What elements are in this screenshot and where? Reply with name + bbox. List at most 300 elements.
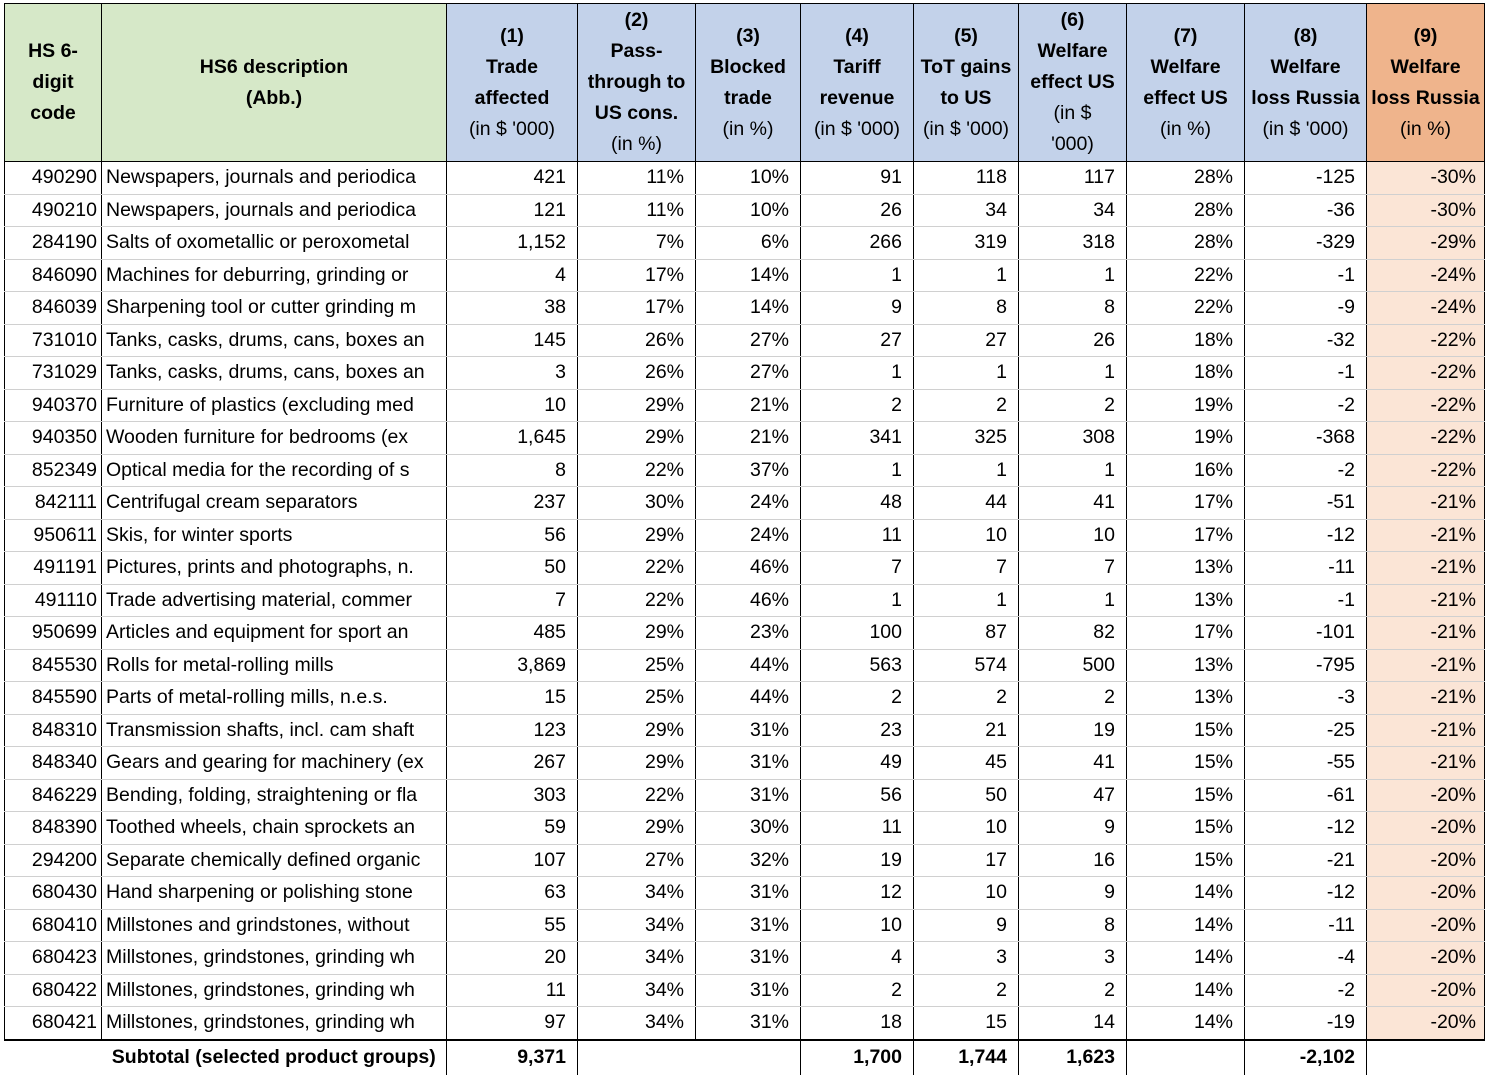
table-row [5,194,1485,227]
blocked-trade-cell: 31% [696,942,801,975]
header-column-number: (1) [500,24,524,47]
welfare-loss-russia-usd-cell: -125 [1245,162,1367,195]
blocked-trade-cell: 14% [696,292,801,325]
hs-code-cell: 680422 [5,974,102,1007]
welfare-us-usd-cell: 9 [1019,877,1127,910]
hs-code-cell: 842111 [5,487,102,520]
hs-code-cell: 845590 [5,682,102,715]
trade-affected-cell: 421 [447,162,578,195]
welfare-us-pct-cell: 16% [1127,454,1245,487]
description-cell: Gears and gearing for machinery (ex [102,747,447,780]
tariff-revenue-cell: 2 [801,389,914,422]
welfare-loss-russia-pct-cell: -20% [1367,1007,1485,1040]
welfare-us-pct-cell: 14% [1127,1007,1245,1040]
header-title-line: Welfare [1390,55,1461,78]
tariff-revenue-cell: 19 [801,844,914,877]
pass-through-cell: 29% [578,519,696,552]
table-row [5,974,1485,1007]
pass-through-cell: 29% [578,812,696,845]
header-unit-line: (in $ '000) [1262,117,1349,140]
hs-code-cell: 848310 [5,714,102,747]
welfare-table [4,3,1485,1075]
description-cell: Furniture of plastics (excluding med [102,389,447,422]
welfare-loss-russia-usd-cell: -1 [1245,357,1367,390]
welfare-loss-russia-usd-cell: -55 [1245,747,1367,780]
header-welfare-loss-russia-usd [1245,4,1367,162]
welfare-us-pct-cell: 28% [1127,162,1245,195]
welfare-loss-russia-usd-cell: -12 [1245,877,1367,910]
table-row [5,747,1485,780]
welfare-us-pct-cell: 28% [1127,194,1245,227]
tot-gains-cell: 34 [914,194,1019,227]
trade-affected-cell: 15 [447,682,578,715]
pass-through-cell: 29% [578,389,696,422]
table-row [5,1007,1485,1040]
blocked-trade-cell: 21% [696,422,801,455]
welfare-us-pct-cell: 14% [1127,974,1245,1007]
pass-through-cell: 29% [578,422,696,455]
tariff-revenue-cell: 12 [801,877,914,910]
description-cell: Millstones, grindstones, grinding wh [102,974,447,1007]
welfare-us-usd-cell: 318 [1019,227,1127,260]
blocked-trade-cell: 44% [696,649,801,682]
trade-affected-cell: 123 [447,714,578,747]
tariff-revenue-cell: 266 [801,227,914,260]
welfare-loss-russia-pct-cell: -20% [1367,877,1485,910]
blocked-trade-cell: 46% [696,552,801,585]
hs-code-cell: 680421 [5,1007,102,1040]
welfare-us-pct-cell: 15% [1127,714,1245,747]
welfare-loss-russia-usd-cell: -3 [1245,682,1367,715]
trade-affected-cell: 56 [447,519,578,552]
welfare-loss-russia-usd-cell: -25 [1245,714,1367,747]
pass-through-cell: 11% [578,162,696,195]
pass-through-cell: 30% [578,487,696,520]
welfare-loss-russia-usd-cell: -4 [1245,942,1367,975]
welfare-loss-russia-pct-cell: -21% [1367,682,1485,715]
header-title-line: effect US [1143,86,1228,109]
description-cell: Sharpening tool or cutter grinding m [102,292,447,325]
tariff-revenue-cell: 10 [801,909,914,942]
description-cell: Tanks, casks, drums, cans, boxes an [102,357,447,390]
table-row [5,454,1485,487]
blocked-trade-cell: 31% [696,909,801,942]
description-cell: Parts of metal-rolling mills, n.e.s. [102,682,447,715]
description-cell: Machines for deburring, grinding or [102,259,447,292]
header-unit-line: (in $ '000) [813,117,901,140]
welfare-us-usd-cell: 2 [1019,389,1127,422]
welfare-loss-russia-usd-cell: -2 [1245,974,1367,1007]
welfare-us-pct-cell: 14% [1127,877,1245,910]
header-title-line: to US [940,86,992,109]
welfare-us-usd-cell: 41 [1019,487,1127,520]
tot-gains-cell: 7 [914,552,1019,585]
hs-code-cell: 680423 [5,942,102,975]
header-unit-line: (in %) [611,133,662,155]
tot-gains-cell: 10 [914,519,1019,552]
table-row [5,227,1485,260]
welfare-us-usd-cell: 7 [1019,552,1127,585]
header-title-line: Blocked [710,55,786,78]
pass-through-cell: 22% [578,552,696,585]
welfare-loss-russia-usd-cell: -36 [1245,194,1367,227]
welfare-loss-russia-usd-cell: -2 [1245,454,1367,487]
tot-gains-cell: 9 [914,909,1019,942]
welfare-loss-russia-pct-cell: -20% [1367,974,1485,1007]
blocked-trade-cell: 14% [696,259,801,292]
tariff-revenue-cell: 11 [801,812,914,845]
tot-gains-cell: 2 [914,682,1019,715]
tot-gains-cell: 1 [914,357,1019,390]
header-title-line: loss Russia [1251,86,1360,109]
tot-gains-cell: 50 [914,779,1019,812]
header-title-line: affected [474,86,550,109]
description-cell: Transmission shafts, incl. cam shaft [102,714,447,747]
description-cell: Hand sharpening or polishing stone [102,877,447,910]
welfare-loss-russia-usd-cell: -32 [1245,324,1367,357]
welfare-loss-russia-pct-cell: -30% [1367,194,1485,227]
header-column-number: (6) [1060,9,1085,31]
trade-affected-cell: 4 [447,259,578,292]
tot-gains-cell: 10 [914,812,1019,845]
blocked-trade-cell: 31% [696,714,801,747]
subtotal-empty-7 [1127,1040,1245,1075]
welfare-us-pct-cell: 22% [1127,292,1245,325]
hs-code-cell: 490210 [5,194,102,227]
welfare-loss-russia-usd-cell: -21 [1245,844,1367,877]
header-column-number: (2) [624,9,649,31]
welfare-loss-russia-pct-cell: -20% [1367,812,1485,845]
pass-through-cell: 29% [578,714,696,747]
header-blocked-trade [696,4,801,162]
blocked-trade-cell: 24% [696,519,801,552]
description-cell: Millstones, grindstones, grinding wh [102,1007,447,1040]
hs-code-cell: 731029 [5,357,102,390]
hs-code-cell: 846039 [5,292,102,325]
table-row [5,519,1485,552]
hs-code-cell: 852349 [5,454,102,487]
welfare-loss-russia-usd-cell: -329 [1245,227,1367,260]
description-cell: Optical media for the recording of s [102,454,447,487]
header-description [102,4,447,162]
pass-through-cell: 25% [578,649,696,682]
header-title-line: US cons. [594,102,679,124]
tariff-revenue-cell: 2 [801,682,914,715]
blocked-trade-cell: 31% [696,974,801,1007]
tot-gains-cell: 2 [914,389,1019,422]
pass-through-cell: 29% [578,747,696,780]
header-title-line: Welfare [1150,55,1221,78]
table-row [5,714,1485,747]
welfare-loss-russia-pct-cell: -29% [1367,227,1485,260]
welfare-us-usd-cell: 2 [1019,682,1127,715]
welfare-us-usd-cell: 10 [1019,519,1127,552]
tariff-revenue-cell: 1 [801,584,914,617]
tariff-revenue-cell: 11 [801,519,914,552]
header-line: code [30,102,76,124]
welfare-us-usd-cell: 500 [1019,649,1127,682]
hs-code-cell: 848340 [5,747,102,780]
welfare-us-pct-cell: 15% [1127,844,1245,877]
hs-code-cell: 731010 [5,324,102,357]
welfare-loss-russia-usd-cell: -368 [1245,422,1367,455]
subtotal-welfare-us: 1,623 [1019,1040,1127,1075]
pass-through-cell: 22% [578,779,696,812]
tot-gains-cell: 44 [914,487,1019,520]
tot-gains-cell: 17 [914,844,1019,877]
pass-through-cell: 26% [578,357,696,390]
description-cell: Toothed wheels, chain sprockets an [102,812,447,845]
tariff-revenue-cell: 48 [801,487,914,520]
welfare-loss-russia-pct-cell: -24% [1367,259,1485,292]
description-cell: Millstones, grindstones, grinding wh [102,942,447,975]
pass-through-cell: 34% [578,909,696,942]
welfare-us-pct-cell: 14% [1127,909,1245,942]
welfare-us-usd-cell: 9 [1019,812,1127,845]
welfare-loss-russia-pct-cell: -24% [1367,292,1485,325]
hs-code-cell: 284190 [5,227,102,260]
welfare-us-usd-cell: 8 [1019,909,1127,942]
subtotal-empty-3 [696,1040,801,1075]
subtotal-tot-gains: 1,744 [914,1040,1019,1075]
description-cell: Bending, folding, straightening or fla [102,779,447,812]
trade-affected-cell: 59 [447,812,578,845]
table-row [5,909,1485,942]
header-title-line: Welfare [1270,55,1341,78]
description-cell: Pictures, prints and photographs, n. [102,552,447,585]
welfare-loss-russia-pct-cell: -30% [1367,162,1485,195]
trade-affected-cell: 1,152 [447,227,578,260]
welfare-us-usd-cell: 2 [1019,974,1127,1007]
table-row [5,942,1485,975]
header-unit-line: (in $ '000) [468,117,556,140]
welfare-us-usd-cell: 308 [1019,422,1127,455]
table-row [5,422,1485,455]
header-tariff-revenue [801,4,914,162]
description-cell: Articles and equipment for sport an [102,617,447,650]
header-column-number: (8) [1293,24,1318,47]
welfare-loss-russia-pct-cell: -22% [1367,389,1485,422]
header-unit-line: (in %) [1160,117,1211,140]
welfare-loss-russia-pct-cell: -21% [1367,584,1485,617]
blocked-trade-cell: 21% [696,389,801,422]
pass-through-cell: 11% [578,194,696,227]
hs-code-cell: 294200 [5,844,102,877]
trade-affected-cell: 63 [447,877,578,910]
table-row [5,844,1485,877]
pass-through-cell: 25% [578,682,696,715]
header-welfare-loss-russia-pct [1367,4,1485,162]
tariff-revenue-cell: 49 [801,747,914,780]
welfare-loss-russia-pct-cell: -22% [1367,324,1485,357]
header-title-line: Welfare [1037,40,1108,62]
hs-code-cell: 846090 [5,259,102,292]
tot-gains-cell: 3 [914,942,1019,975]
welfare-loss-russia-usd-cell: -11 [1245,909,1367,942]
welfare-loss-russia-pct-cell: -22% [1367,357,1485,390]
hs-code-cell: 491191 [5,552,102,585]
pass-through-cell: 34% [578,877,696,910]
pass-through-cell: 34% [578,1007,696,1040]
header-welfare-effect-us-pct [1127,4,1245,162]
pass-through-cell: 34% [578,974,696,1007]
trade-affected-cell: 11 [447,974,578,1007]
header-tot-gains [914,4,1019,162]
table-row [5,259,1485,292]
header-column-number: (9) [1413,24,1438,47]
trade-affected-cell: 8 [447,454,578,487]
blocked-trade-cell: 23% [696,617,801,650]
description-cell: Millstones and grindstones, without [102,909,447,942]
welfare-us-pct-cell: 15% [1127,812,1245,845]
welfare-us-usd-cell: 1 [1019,584,1127,617]
tot-gains-cell: 45 [914,747,1019,780]
table-row [5,812,1485,845]
welfare-us-pct-cell: 13% [1127,552,1245,585]
tariff-revenue-cell: 563 [801,649,914,682]
welfare-us-pct-cell: 15% [1127,779,1245,812]
welfare-us-usd-cell: 1 [1019,357,1127,390]
tot-gains-cell: 21 [914,714,1019,747]
welfare-us-pct-cell: 14% [1127,942,1245,975]
pass-through-cell: 17% [578,292,696,325]
tariff-revenue-cell: 23 [801,714,914,747]
subtotal-welfare-loss-russia: -2,102 [1245,1040,1367,1075]
hs-code-cell: 680410 [5,909,102,942]
hs-code-cell: 491110 [5,584,102,617]
welfare-us-usd-cell: 1 [1019,259,1127,292]
welfare-us-usd-cell: 1 [1019,454,1127,487]
description-cell: Salts of oxometallic or peroxometal [102,227,447,260]
trade-affected-cell: 145 [447,324,578,357]
trade-affected-cell: 38 [447,292,578,325]
pass-through-cell: 17% [578,259,696,292]
header-column-number: (7) [1173,24,1198,47]
header-unit-line: (in %) [1400,117,1451,140]
tariff-revenue-cell: 4 [801,942,914,975]
header-line: digit [32,71,74,93]
tariff-revenue-cell: 2 [801,974,914,1007]
welfare-us-pct-cell: 17% [1127,617,1245,650]
trade-affected-cell: 267 [447,747,578,780]
welfare-loss-russia-pct-cell: -20% [1367,909,1485,942]
description-cell: Trade advertising material, commer [102,584,447,617]
hs-code-cell: 680430 [5,877,102,910]
welfare-loss-russia-pct-cell: -20% [1367,942,1485,975]
tot-gains-cell: 319 [914,227,1019,260]
description-cell: Newspapers, journals and periodica [102,194,447,227]
header-title-line: effect US [1030,71,1115,93]
tot-gains-cell: 27 [914,324,1019,357]
blocked-trade-cell: 6% [696,227,801,260]
subtotal-empty-2 [578,1040,696,1075]
trade-affected-cell: 50 [447,552,578,585]
trade-affected-cell: 107 [447,844,578,877]
subtotal-empty-9 [1367,1040,1485,1075]
welfare-us-pct-cell: 17% [1127,519,1245,552]
header-title-line: through to [587,71,686,93]
welfare-us-usd-cell: 14 [1019,1007,1127,1040]
welfare-loss-russia-pct-cell: -22% [1367,422,1485,455]
pass-through-cell: 34% [578,942,696,975]
blocked-trade-cell: 44% [696,682,801,715]
welfare-loss-russia-pct-cell: -21% [1367,617,1485,650]
description-cell: Wooden furniture for bedrooms (ex [102,422,447,455]
trade-affected-cell: 237 [447,487,578,520]
header-line: (Abb.) [245,86,303,109]
description-cell: Rolls for metal-rolling mills [102,649,447,682]
welfare-loss-russia-pct-cell: -21% [1367,649,1485,682]
header-title-line: Tariff [833,55,881,78]
header-title-line: trade [724,86,772,109]
trade-affected-cell: 10 [447,389,578,422]
welfare-loss-russia-usd-cell: -51 [1245,487,1367,520]
header-column-number: (5) [954,24,978,47]
welfare-loss-russia-usd-cell: -12 [1245,519,1367,552]
subtotal-tariff-revenue: 1,700 [801,1040,914,1075]
tariff-revenue-cell: 1 [801,357,914,390]
welfare-us-usd-cell: 82 [1019,617,1127,650]
table-row [5,617,1485,650]
tariff-revenue-cell: 9 [801,292,914,325]
welfare-us-pct-cell: 28% [1127,227,1245,260]
pass-through-cell: 26% [578,324,696,357]
blocked-trade-cell: 46% [696,584,801,617]
welfare-loss-russia-pct-cell: -21% [1367,487,1485,520]
tot-gains-cell: 87 [914,617,1019,650]
welfare-us-pct-cell: 18% [1127,324,1245,357]
table-row [5,324,1485,357]
welfare-loss-russia-usd-cell: -61 [1245,779,1367,812]
welfare-us-pct-cell: 15% [1127,747,1245,780]
tot-gains-cell: 574 [914,649,1019,682]
subtotal-blank [5,1040,102,1075]
tariff-revenue-cell: 7 [801,552,914,585]
table-row [5,162,1485,195]
welfare-loss-russia-usd-cell: -795 [1245,649,1367,682]
welfare-loss-russia-pct-cell: -21% [1367,552,1485,585]
welfare-us-usd-cell: 47 [1019,779,1127,812]
tot-gains-cell: 10 [914,877,1019,910]
trade-affected-cell: 97 [447,1007,578,1040]
blocked-trade-cell: 30% [696,812,801,845]
description-cell: Skis, for winter sports [102,519,447,552]
tot-gains-cell: 325 [914,422,1019,455]
table-row [5,552,1485,585]
tot-gains-cell: 1 [914,259,1019,292]
blocked-trade-cell: 31% [696,779,801,812]
tariff-revenue-cell: 341 [801,422,914,455]
table-body [5,162,1485,1040]
tariff-revenue-cell: 18 [801,1007,914,1040]
hs-code-cell: 940350 [5,422,102,455]
welfare-us-usd-cell: 26 [1019,324,1127,357]
header-line: HS 6- [28,40,78,62]
trade-affected-cell: 121 [447,194,578,227]
welfare-us-pct-cell: 22% [1127,259,1245,292]
hs-code-cell: 490290 [5,162,102,195]
welfare-us-usd-cell: 3 [1019,942,1127,975]
welfare-us-pct-cell: 18% [1127,357,1245,390]
subtotal-label: Subtotal (selected product groups) [102,1040,447,1075]
hs-code-cell: 950699 [5,617,102,650]
trade-affected-cell: 303 [447,779,578,812]
tot-gains-cell: 15 [914,1007,1019,1040]
blocked-trade-cell: 31% [696,877,801,910]
pass-through-cell: 22% [578,454,696,487]
welfare-loss-russia-pct-cell: -21% [1367,747,1485,780]
table-footer [5,1040,1485,1075]
